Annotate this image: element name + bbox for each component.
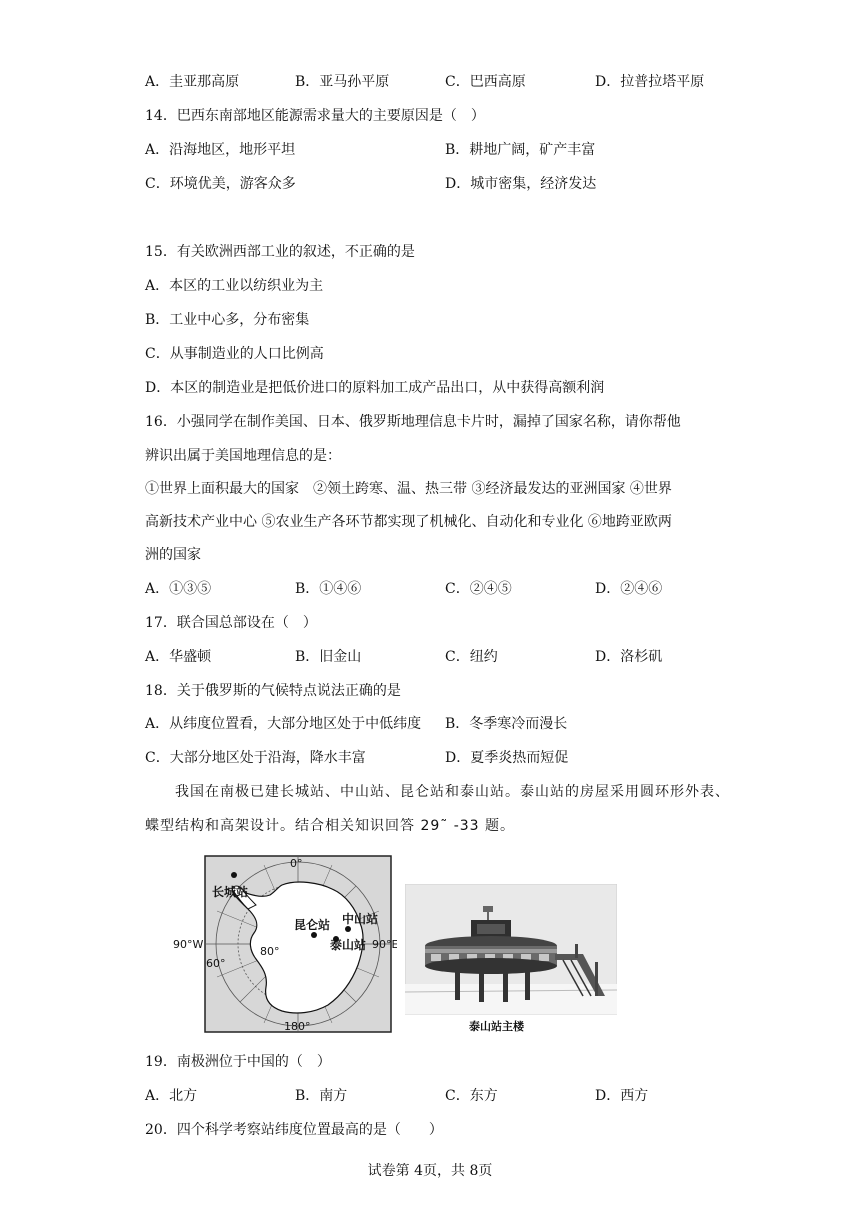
q17-option-b: B．旧金山 (295, 649, 362, 665)
q13-option-c: C．巴西高原 (445, 74, 526, 90)
map-label-60: 60° (206, 957, 226, 970)
passage-line-1: 我国在南极已建长城站、中山站、昆仑站和泰山站。泰山站的房屋采用圆环形外表、 (175, 784, 730, 800)
map-label-80: 80° (260, 945, 280, 958)
taishan-station-photo (405, 884, 617, 1036)
map-label-changcheng: 长城站 (212, 885, 249, 899)
q15-option-d: D．本区的制造业是把低价进口的原料加工成产品出口，从中获得高额利润 (145, 380, 605, 396)
photo-caption: 泰山站主楼 (469, 1020, 524, 1033)
map-label-taishan: 泰山站 (330, 938, 367, 952)
q15-stem: 15．有关欧洲西部工业的叙述，不正确的是 (145, 244, 415, 260)
q18-option-c: C．大部分地区处于沿海，降水丰富 (145, 750, 366, 766)
map-label-90e: 90°E (372, 938, 397, 951)
q17-stem: 17．联合国总部设在（ ） (145, 615, 317, 631)
q16-stem-line-4: 高新技术产业中心 ⑤农业生产各环节都实现了机械化、自动化和专业化 ⑥地跨亚欧两 (145, 514, 672, 530)
q16-option-c: C．②④⑤ (445, 581, 512, 597)
q16-option-a: A．①③⑤ (145, 581, 212, 597)
q14-option-d: D．城市密集，经济发达 (445, 176, 597, 192)
q19-stem: 19．南极洲位于中国的（ ） (145, 1054, 331, 1070)
map-label-kunlun: 昆仑站 (294, 918, 331, 932)
q13-option-d: D．拉普拉塔平原 (595, 74, 705, 90)
q17-option-a: A．华盛顿 (145, 649, 212, 665)
q15-option-c: C．从事制造业的人口比例高 (145, 346, 324, 362)
q16-stem-line-3: ①世界上面积最大的国家 ②领土跨寒、温、热三带 ③经济最发达的亚洲国家 ④世界 (145, 481, 672, 497)
q19-option-c: C．东方 (445, 1088, 498, 1104)
q16-stem-line-2: 辨识出属于美国地理信息的是： (145, 448, 341, 464)
q18-option-a: A．从纬度位置看，大部分地区处于中低纬度 (145, 716, 422, 732)
map-label-0: 0° (290, 857, 303, 870)
q16-option-d: D．②④⑥ (595, 581, 663, 597)
q14-option-c: C．环境优美，游客众多 (145, 176, 296, 192)
q14-stem: 14．巴西东南部地区能源需求量大的主要原因是（ ） (145, 108, 485, 124)
q19-option-a: A．北方 (145, 1088, 198, 1104)
q16-stem-line-5: 洲的国家 (145, 547, 201, 563)
q20-stem: 20．四个科学考察站纬度位置最高的是（ ） (145, 1122, 443, 1138)
q16-option-b: B．①④⑥ (295, 581, 362, 597)
q19-option-b: B．南方 (295, 1088, 348, 1104)
passage-line-2: 蝶型结构和高架设计。结合相关知识回答 29˜ -33 题。 (145, 818, 516, 834)
q16-stem-line-1: 16．小强同学在制作美国、日本、俄罗斯地理信息卡片时，漏掉了国家名称，请你帮他 (145, 414, 681, 430)
map-label-180: 180° (284, 1020, 311, 1033)
map-label-90w: 90°W (173, 938, 204, 951)
q18-option-d: D．夏季炎热而短促 (445, 750, 569, 766)
q18-stem: 18．关于俄罗斯的气候特点说法正确的是 (145, 683, 401, 699)
q15-option-a: A．本区的工业以纺织业为主 (145, 278, 324, 294)
q17-option-c: C．纽约 (445, 649, 498, 665)
q15-option-b: B．工业中心多，分布密集 (145, 312, 310, 328)
q14-option-b: B．耕地广阔，矿产丰富 (445, 142, 596, 158)
page-footer: 试卷第 4页，共 8页 (367, 1163, 493, 1179)
q19-option-d: D．西方 (595, 1088, 649, 1104)
q18-option-b: B．冬季寒冷而漫长 (445, 716, 568, 732)
q17-option-d: D．洛杉矶 (595, 649, 663, 665)
antarctica-map (172, 855, 397, 1033)
q13-option-a: A．圭亚那高原 (145, 74, 240, 90)
q14-option-a: A．沿海地区，地形平坦 (145, 142, 296, 158)
map-label-zhongshan: 中山站 (342, 912, 379, 926)
q13-option-b: B．亚马孙平原 (295, 74, 390, 90)
